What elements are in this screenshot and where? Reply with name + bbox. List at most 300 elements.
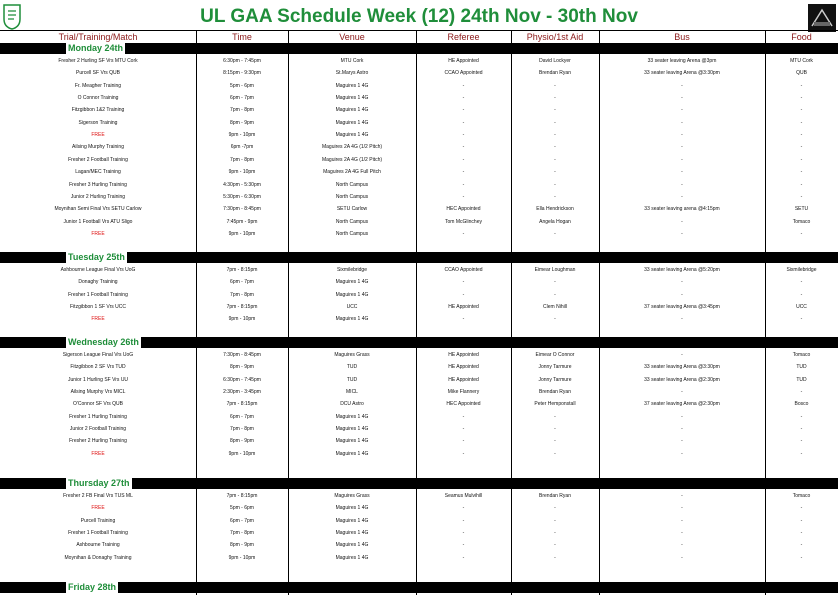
bus-cell: 33 seater leaving Arena @3:30pm	[644, 70, 720, 77]
table-row	[0, 515, 838, 527]
referee-cell: -	[462, 279, 465, 286]
time-cell: 6pm - 7pm	[230, 517, 254, 524]
referee-cell: -	[462, 82, 465, 89]
header-top-rule	[0, 30, 838, 31]
bus-cell: -	[681, 450, 683, 457]
trial-cell: Junior 2 Hurling Training	[70, 193, 126, 200]
time-cell: 8pm - 9pm	[230, 364, 254, 371]
referee-cell: HE Appointed	[448, 58, 479, 64]
physio-cell: Clem Nihill	[543, 304, 567, 311]
food-cell: MTU Cork	[790, 58, 813, 64]
table-row	[0, 539, 838, 551]
food-cell: -	[800, 82, 803, 89]
venue-cell: Maguires 1 4G	[335, 517, 369, 524]
venue-cell: Maguires 1 4G	[335, 450, 369, 457]
col-venue-header: Venue	[339, 32, 365, 42]
bus-cell: -	[681, 279, 683, 286]
food-cell: -	[800, 413, 803, 420]
bus-cell: -	[681, 119, 683, 126]
referee-cell: HE Appointed	[448, 352, 479, 358]
table-row	[0, 398, 838, 410]
bus-cell: 33 seater leaving Arena @3pm	[647, 58, 717, 64]
bus-cell: -	[681, 218, 683, 225]
trial-cell: Purcell SF Vrs QUB	[76, 70, 120, 77]
referee-cell: -	[462, 132, 465, 139]
venue-cell: Maguires 1 4G	[335, 82, 369, 89]
physio-cell: Eimear O Connor	[535, 352, 575, 358]
trial-cell: Fitzgibbon 1&2 Training	[71, 107, 125, 114]
trial-cell: Sigerson League Final Vrs UoG	[62, 352, 134, 358]
referee-cell: -	[462, 530, 465, 537]
time-cell: 7pm - 8:15pm	[226, 304, 258, 311]
food-cell: Tomaco	[792, 493, 811, 499]
table-row	[0, 228, 838, 240]
day-band	[0, 582, 838, 593]
physio-cell: -	[554, 554, 556, 561]
physio-cell: Eimear Loughman	[534, 267, 576, 273]
column-divider	[765, 30, 766, 595]
table-row	[0, 552, 838, 564]
day-heading: Friday 28th	[68, 582, 117, 592]
food-cell: -	[800, 95, 803, 102]
trial-cell: Junior 1 Hurling SF Vrs UU	[67, 376, 129, 383]
time-cell: 6pm - 7pm	[230, 95, 254, 102]
time-cell: 6pm - 7pm	[230, 279, 254, 286]
time-cell: 8pm - 9pm	[230, 542, 254, 549]
food-cell: -	[800, 426, 803, 433]
trial-cell: FREE	[91, 505, 105, 512]
food-cell: -	[800, 542, 803, 549]
bus-cell: -	[681, 230, 683, 237]
bus-cell: -	[681, 107, 683, 114]
bus-cell: -	[681, 493, 683, 499]
bus-cell: -	[681, 542, 683, 549]
table-row	[0, 191, 838, 203]
venue-cell: Maguires 1 4G	[335, 438, 369, 445]
bus-cell: -	[681, 156, 683, 163]
referee-cell: -	[462, 542, 465, 549]
table-row	[0, 55, 838, 67]
physio-cell: -	[554, 517, 556, 524]
referee-cell: -	[462, 119, 465, 126]
referee-cell: -	[462, 144, 465, 151]
food-cell: -	[800, 181, 803, 188]
time-cell: 7pm - 8:15pm	[226, 493, 258, 499]
bus-cell: 33 seater leaving Arena @2:30pm	[644, 376, 720, 383]
time-cell: 9pm - 10pm	[228, 554, 256, 561]
venue-cell: Maguires 1 4G	[335, 132, 369, 139]
bus-cell: -	[681, 530, 683, 537]
trial-cell: FREE	[91, 316, 105, 323]
food-cell: -	[800, 505, 803, 512]
time-cell: 5pm - 6pm	[230, 82, 254, 89]
column-divider	[196, 30, 197, 595]
table-row	[0, 490, 838, 502]
physio-cell: -	[554, 169, 556, 176]
trial-cell: Fresher 2 Football Training	[68, 156, 128, 163]
table-row	[0, 179, 838, 191]
bus-cell: -	[681, 169, 683, 176]
food-cell: TUD	[796, 376, 807, 383]
referee-cell: Tom McGlinchey	[445, 218, 482, 225]
physio-cell: -	[554, 316, 556, 323]
venue-cell: North Campus	[335, 218, 369, 225]
time-cell: 6pm -7pm	[230, 144, 254, 151]
trial-cell: Sigerson Training	[78, 119, 118, 126]
food-cell: -	[800, 169, 803, 176]
referee-cell: -	[462, 505, 465, 512]
physio-cell: -	[554, 450, 556, 457]
table-row	[0, 435, 838, 447]
table-row	[0, 361, 838, 373]
time-cell: 9pm - 10pm	[228, 316, 256, 323]
referee-cell: HEC Appointed	[446, 401, 481, 408]
table-row	[0, 313, 838, 325]
trial-cell: FREE	[91, 132, 105, 139]
referee-cell: HE Appointed	[448, 376, 479, 383]
food-cell: SETU	[794, 206, 809, 213]
referee-cell: HE Appointed	[448, 364, 479, 371]
column-divider	[416, 30, 417, 595]
venue-cell: North Campus	[335, 193, 369, 200]
referee-cell: -	[462, 450, 465, 457]
venue-cell: TUD	[346, 376, 358, 383]
referee-cell: -	[462, 438, 465, 445]
table-row	[0, 448, 838, 460]
table-row	[0, 264, 838, 276]
time-cell: 7:30pm - 8:45pm	[223, 206, 261, 213]
time-cell: 8pm - 9pm	[230, 119, 254, 126]
table-row	[0, 411, 838, 423]
food-cell: UCC	[796, 304, 807, 311]
referee-cell: CCAO Appointed	[444, 70, 483, 77]
trial-cell: Junior 1 Football Vrs ATU Sligo	[63, 218, 133, 225]
physio-cell: -	[554, 95, 556, 102]
referee-cell: -	[462, 291, 465, 298]
trial-cell: Fresher 1 Hurling Training	[69, 413, 127, 420]
referee-cell: -	[462, 554, 465, 561]
physio-cell: -	[554, 230, 556, 237]
venue-cell: St.Marys Astro	[335, 70, 369, 77]
physio-cell: Ella Hendrickson	[536, 206, 574, 213]
trial-cell: Fresher 1 Football Training	[68, 291, 128, 298]
venue-cell: North Campus	[335, 181, 369, 188]
venue-cell: SETU Carlow	[336, 206, 368, 213]
venue-cell: Maguires Grass	[334, 493, 370, 499]
trial-cell: Fresher 1 Football Training	[68, 530, 128, 537]
venue-cell: Maguires 1 4G	[335, 279, 369, 286]
trial-cell: Purcell Training	[80, 517, 116, 524]
time-cell: 8pm - 9pm	[230, 438, 254, 445]
table-row	[0, 386, 838, 398]
time-cell: 9pm - 10pm	[228, 132, 256, 139]
table-row	[0, 502, 838, 514]
physio-cell: Angela Hogan	[539, 218, 571, 225]
bus-cell: -	[681, 505, 683, 512]
physio-cell: Jonny Tarmure	[538, 376, 572, 383]
food-cell: Tomaco	[792, 352, 811, 358]
table-row	[0, 117, 838, 129]
trial-cell: Fr. Meagher Training	[74, 82, 122, 89]
bus-cell: -	[681, 82, 683, 89]
physio-cell: -	[554, 107, 556, 114]
bus-cell: 33 seater leaving Arena @3:30pm	[644, 364, 720, 371]
venue-cell: Maguires 1 4G	[335, 291, 369, 298]
bus-cell: 33 seater leaving Arena @5:20pm	[644, 267, 720, 273]
venue-cell: Maguires 1 4G	[335, 530, 369, 537]
ul-gaa-logo-icon	[808, 4, 836, 32]
bus-cell: -	[681, 316, 683, 323]
trial-cell: Fresher 3 Hurling Training	[69, 181, 127, 188]
time-cell: 5pm - 6pm	[230, 505, 254, 512]
time-cell: 7pm - 8:15pm	[226, 401, 258, 408]
food-cell: -	[800, 119, 803, 126]
table-row	[0, 67, 838, 79]
venue-cell: Sixmilebridge	[336, 267, 367, 273]
physio-cell: -	[554, 542, 556, 549]
bus-cell: -	[681, 389, 683, 396]
table-row	[0, 276, 838, 288]
referee-cell: -	[462, 181, 465, 188]
trial-cell: Moynihan Semi Final Vrs SETU Carlow	[54, 206, 142, 213]
physio-cell: -	[554, 119, 556, 126]
referee-cell: -	[462, 193, 465, 200]
physio-cell: -	[554, 291, 556, 298]
venue-cell: MICL	[346, 389, 358, 396]
col-referee-header: Referee	[447, 32, 480, 42]
physio-cell: Peter Hemponstall	[534, 401, 576, 408]
food-cell: -	[800, 316, 803, 323]
bus-cell: -	[681, 181, 683, 188]
venue-cell: Maguires 1 4G	[335, 554, 369, 561]
venue-cell: Maguires 1 4G	[335, 426, 369, 433]
food-cell: -	[800, 279, 803, 286]
food-cell: -	[800, 193, 803, 200]
referee-cell: -	[462, 316, 465, 323]
trial-cell: Lagan/MEC Training	[75, 169, 121, 176]
day-heading: Wednesday 26th	[68, 337, 139, 347]
trial-cell: Fitzgibbon 1 SF Vrs UCC	[70, 304, 126, 311]
bus-cell: -	[681, 352, 683, 358]
bus-cell: 37 seater leaving Arena @2:30pm	[644, 401, 720, 408]
time-cell: 7:45pm - 9pm	[226, 218, 258, 225]
column-divider	[288, 30, 289, 595]
trial-cell: Moynihan & Donaghy Training	[64, 554, 132, 561]
time-cell: 7pm - 8pm	[230, 530, 254, 537]
venue-cell: UCC	[346, 304, 358, 311]
physio-cell: -	[554, 413, 556, 420]
food-cell: -	[800, 438, 803, 445]
food-cell: -	[800, 530, 803, 537]
trial-cell: Fitzgibbon 2 SF Vrs TUD	[70, 364, 126, 371]
food-cell: -	[800, 156, 803, 163]
referee-cell: HE Appointed	[448, 304, 479, 311]
bus-cell: -	[681, 517, 683, 524]
time-cell: 5:30pm - 6:30pm	[223, 193, 261, 200]
referee-cell: -	[462, 156, 465, 163]
referee-cell: -	[462, 426, 465, 433]
physio-cell: David Lockyer	[539, 58, 571, 64]
col-physio-header: Physio/1st Aid	[526, 32, 584, 42]
food-cell: -	[800, 291, 803, 298]
day-heading: Tuesday 25th	[68, 252, 125, 262]
bus-cell: -	[681, 554, 683, 561]
col-bus-header: Bus	[674, 32, 690, 42]
table-row	[0, 289, 838, 301]
venue-cell: TUD	[346, 364, 358, 371]
time-cell: 7pm - 8:15pm	[226, 267, 258, 273]
trial-cell: O'Connor SF Vrs QUB	[73, 401, 123, 408]
physio-cell: -	[554, 426, 556, 433]
venue-cell: Maguires 1 4G	[335, 413, 369, 420]
trial-cell: Donaghy Training	[78, 279, 118, 286]
food-cell: -	[800, 554, 803, 561]
table-row	[0, 80, 838, 92]
referee-cell: Seamus Mulvihill	[444, 493, 483, 499]
bus-cell: 37 seater leaving Arena @3:45pm	[644, 304, 720, 311]
table-row	[0, 423, 838, 435]
bus-cell: -	[681, 413, 683, 420]
physio-cell: -	[554, 132, 556, 139]
food-cell: -	[800, 517, 803, 524]
venue-cell: Maguires 2A 4G (1/2 Pitch)	[321, 156, 383, 163]
food-cell: -	[800, 389, 803, 396]
bus-cell: -	[681, 193, 683, 200]
bus-cell: -	[681, 291, 683, 298]
col-food-header: Food	[791, 32, 812, 42]
time-cell: 9pm - 10pm	[228, 169, 256, 176]
venue-cell: Maguires 2A 4G (1/2 Pitch)	[321, 144, 383, 151]
bus-cell: -	[681, 95, 683, 102]
physio-cell: -	[554, 505, 556, 512]
col-trial-header: Trial/Training/Match	[58, 32, 138, 42]
food-cell: Sixmilebridge	[786, 267, 817, 273]
time-cell: 4:30pm - 5:30pm	[223, 181, 261, 188]
table-row	[0, 141, 838, 153]
time-cell: 6pm - 7pm	[230, 413, 254, 420]
bus-cell: -	[681, 426, 683, 433]
trial-cell: FREE	[91, 230, 105, 237]
trial-cell: Ashbourne League Final Vrs UoG	[60, 267, 136, 273]
physio-cell: -	[554, 438, 556, 445]
trial-cell: Ailsing Murphy Training	[72, 144, 124, 151]
table-row	[0, 129, 838, 141]
trial-cell: FREE	[91, 450, 105, 457]
trial-cell: Ashbourne Training	[76, 542, 120, 549]
bus-cell: -	[681, 144, 683, 151]
bus-cell: -	[681, 132, 683, 139]
time-cell: 9pm - 10pm	[228, 230, 256, 237]
bus-cell: 33 seater leaving arena @4:15pm	[644, 206, 720, 213]
page-title: UL GAA Schedule Week (12) 24th Nov - 30th Nov	[200, 6, 638, 27]
venue-cell: North Campus	[335, 230, 369, 237]
physio-cell: -	[554, 181, 556, 188]
referee-cell: -	[462, 107, 465, 114]
food-cell: -	[800, 450, 803, 457]
food-cell: -	[800, 144, 803, 151]
physio-cell: -	[554, 530, 556, 537]
venue-cell: Maguires Grass	[334, 352, 370, 358]
referee-cell: -	[462, 413, 465, 420]
physio-cell: -	[554, 193, 556, 200]
table-row	[0, 166, 838, 178]
day-heading: Thursday 27th	[68, 478, 130, 488]
physio-cell: -	[554, 156, 556, 163]
day-heading: Monday 24th	[68, 43, 124, 53]
venue-cell: Maguires 1 4G	[335, 542, 369, 549]
trial-cell: Junior 2 Football Training	[69, 426, 127, 433]
venue-cell: Maguires 1 4G	[335, 95, 369, 102]
table-row	[0, 92, 838, 104]
time-cell: 7:30pm - 8:45pm	[223, 352, 261, 358]
food-cell: -	[800, 107, 803, 114]
food-cell: -	[800, 132, 803, 139]
physio-cell: Brendan Ryan	[539, 70, 571, 77]
time-cell: 7pm - 8pm	[230, 156, 254, 163]
trial-cell: O Connor Training	[77, 95, 119, 102]
food-cell: -	[800, 230, 803, 237]
day-band	[0, 43, 838, 54]
time-cell: 8:15pm - 9:30pm	[223, 70, 261, 77]
food-cell: Tomaco	[792, 218, 811, 225]
venue-cell: Maguires 1 4G	[335, 505, 369, 512]
referee-cell: HEC Appointed	[446, 206, 481, 213]
table-row	[0, 349, 838, 361]
venue-cell: Maguires 1 4G	[335, 107, 369, 114]
time-cell: 7pm - 8pm	[230, 426, 254, 433]
column-divider	[599, 30, 600, 595]
table-row	[0, 374, 838, 386]
physio-cell: Jonny Tarmure	[538, 364, 572, 371]
table-row	[0, 154, 838, 166]
physio-cell: -	[554, 82, 556, 89]
time-cell: 2:30pm - 3:45pm	[223, 389, 261, 396]
trial-cell: Fresher 2 FB Final Vrs TUS ML	[63, 493, 133, 499]
venue-cell: Maguires 2A 4G Full Pitch	[323, 169, 381, 176]
time-cell: 6:30pm - 7:45pm	[223, 58, 261, 64]
table-row	[0, 216, 838, 228]
time-cell: 6:30pm - 7:45pm	[223, 376, 261, 383]
venue-cell: Maguires 1 4G	[335, 119, 369, 126]
referee-cell: -	[462, 95, 465, 102]
referee-cell: -	[462, 517, 465, 524]
referee-cell: -	[462, 169, 465, 176]
physio-cell: -	[554, 279, 556, 286]
physio-cell: -	[554, 144, 556, 151]
table-row	[0, 203, 838, 215]
table-row	[0, 104, 838, 116]
venue-cell: MTU Cork	[340, 58, 364, 64]
referee-cell: CCAO Appointed	[444, 267, 483, 273]
referee-cell: Mike Flannery	[447, 389, 480, 396]
time-cell: 9pm - 10pm	[228, 450, 256, 457]
table-row	[0, 527, 838, 539]
physio-cell: Brendan Ryan	[539, 389, 571, 396]
venue-cell: Maguires 1 4G	[335, 316, 369, 323]
physio-cell: Brendan Ryan	[539, 493, 571, 499]
trial-cell: Ailsing Murphy Vrs MICL	[70, 389, 126, 396]
table-row	[0, 301, 838, 313]
bus-cell: -	[681, 438, 683, 445]
trial-cell: Fresher 2 Hurling SF Vrs MTU Cork	[58, 58, 138, 64]
venue-cell: DCU Astro	[340, 401, 364, 408]
col-time-header: Time	[232, 32, 252, 42]
time-cell: 7pm - 8pm	[230, 291, 254, 298]
column-divider	[511, 30, 512, 595]
food-cell: QUB	[796, 70, 807, 77]
trial-cell: Fresher 2 Hurling Training	[69, 438, 127, 445]
referee-cell: -	[462, 230, 465, 237]
